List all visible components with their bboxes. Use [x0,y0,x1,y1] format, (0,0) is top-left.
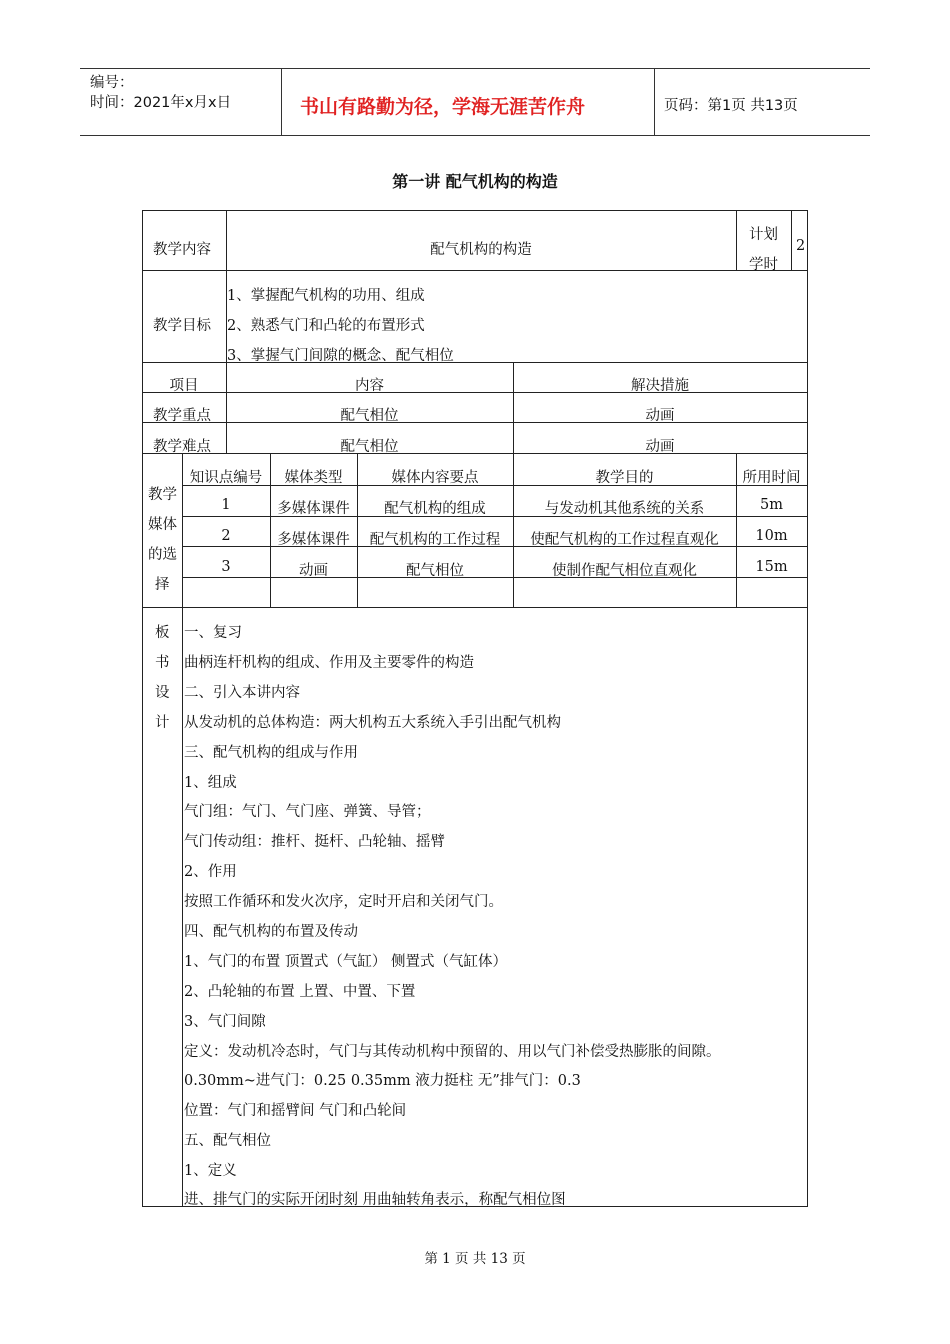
header-top-rule [80,68,870,69]
board-text-line: 2、凸轮轴的布置 上置、中置、下置 [184,984,416,1000]
board-text-line: 气门传动组：推杆、挺杆、凸轮轴、摇臂 [184,834,445,850]
board-text-line: 气门组：气门、气门座、弹簧、导管； [184,804,431,820]
key-point-content: 配气相位 [340,408,399,424]
board-text-line: 定义：发动机冷态时，气门与其传动机构中预留的、用以气门补偿受热膨胀的间隙。 [184,1044,721,1060]
media-header-purpose: 教学目的 [595,470,654,486]
goal-label: 教学目标 [153,318,211,334]
media-cell: 15m [755,559,788,575]
board-text-line: 1、定义 [184,1163,237,1179]
media-cell: 使配气机构的工作过程直观化 [530,532,719,548]
board-text-line: 0.30mm~进气门：0.25 0.35mm 液力挺柱 无”排气门：0.3 [184,1073,581,1089]
board-text-line: 二、引入本讲内容 [184,685,300,701]
header-divider-right [654,68,655,135]
header-motto: 书山有路勤为径，学海无涯苦作舟 [300,96,586,118]
header-bottom-rule [80,135,870,136]
hours-label-bottom: 学时 [749,257,778,273]
media-cell: 5m [760,497,783,513]
content-label: 教学内容 [153,242,211,258]
col-item-header: 项目 [169,378,199,394]
board-text-line: 四、配气机构的布置及传动 [184,924,358,940]
goal-item: 2、熟悉气门和凸轮的布置形式 [227,318,425,334]
media-cell: 多媒体课件 [277,501,350,517]
board-label-line: 计 [155,715,170,731]
board-text-line: 按照工作循环和发火次序，定时开启和关闭气门。 [184,894,503,910]
page-footer: 第 1 页 共 13 页 [424,1251,526,1267]
table-border-left [142,210,143,1207]
hours-value: 2 [796,238,806,254]
doc-time-label: 时间：2021年x月x日 [90,95,232,111]
media-cell: 1 [221,497,231,513]
media-header-number: 知识点编号 [189,470,263,486]
media-cell: 配气机构的工作过程 [369,532,501,548]
goal-item: 1、掌握配气机构的功用、组成 [227,288,425,304]
board-text-line: 曲柄连杆机构的组成、作用及主要零件的构造 [184,655,474,671]
media-cell: 配气机构的组成 [384,501,486,517]
board-text-line: 五、配气相位 [184,1133,271,1149]
media-cell: 配气相位 [406,563,464,579]
page-title: 第一讲 配气机构的构造 [392,172,558,191]
media-cell: 动画 [299,563,328,579]
difficult-point-solution: 动画 [645,439,675,455]
media-cell: 与发动机其他系统的关系 [544,501,705,517]
media-cell: 2 [221,528,231,544]
header-divider-left [281,68,282,135]
media-label-line: 择 [155,577,170,593]
board-text-line: 1、组成 [184,775,237,791]
board-label-line: 书 [155,655,170,671]
board-text-line: 三、配气机构的组成与作用 [184,745,358,761]
board-text-line: 1、气门的布置 顶置式（气缸） 侧置式（气缸体） [184,954,507,970]
board-text-line: 一、复习 [184,625,242,641]
media-header-points: 媒体内容要点 [391,470,479,486]
media-label-line: 的选 [148,547,177,563]
board-text-line: 2、作用 [184,864,237,880]
content-value: 配气机构的构造 [430,242,532,258]
col-solution-header: 解决措施 [631,378,689,394]
doc-number-label: 编号： [90,75,134,91]
media-label-line: 媒体 [148,517,177,533]
board-label-line: 板 [155,625,170,641]
table-border-right [807,210,808,1207]
table-rule [142,270,808,271]
table-col-line [182,607,183,1207]
difficult-point-label: 教学难点 [153,439,211,455]
media-cell: 多媒体课件 [277,532,350,548]
media-cell: 3 [221,559,231,575]
media-header-type: 媒体类型 [284,470,343,486]
hours-label-top: 计划 [749,227,778,243]
goal-item: 3、掌握气门间隙的概念、配气相位 [227,348,454,364]
table-col-line [791,210,792,270]
col-content-header: 内容 [355,378,384,394]
table-col-line [736,210,737,270]
key-point-label: 教学重点 [153,408,211,424]
board-text-line: 3、气门间隙 [184,1014,266,1030]
difficult-point-content: 配气相位 [340,439,399,455]
media-cell: 使制作配气相位直观化 [552,563,697,579]
board-text-line: 位置：气门和摇臂间 气门和凸轮间 [184,1103,407,1119]
header-page-label: 页码：第1页 共13页 [664,98,798,114]
media-header-time: 所用时间 [742,470,801,486]
media-cell: 10m [755,528,788,544]
table-rule [142,607,808,608]
board-text-line: 进、排气门的实际开闭时刻 用曲轴转角表示，称配气相位图 [184,1192,566,1208]
table-rule [142,210,808,211]
board-label-line: 设 [155,685,170,701]
board-text-line: 从发动机的总体构造：两大机构五大系统入手引出配气机构 [184,715,561,731]
key-point-solution: 动画 [645,408,675,424]
media-label-line: 教学 [148,487,177,503]
